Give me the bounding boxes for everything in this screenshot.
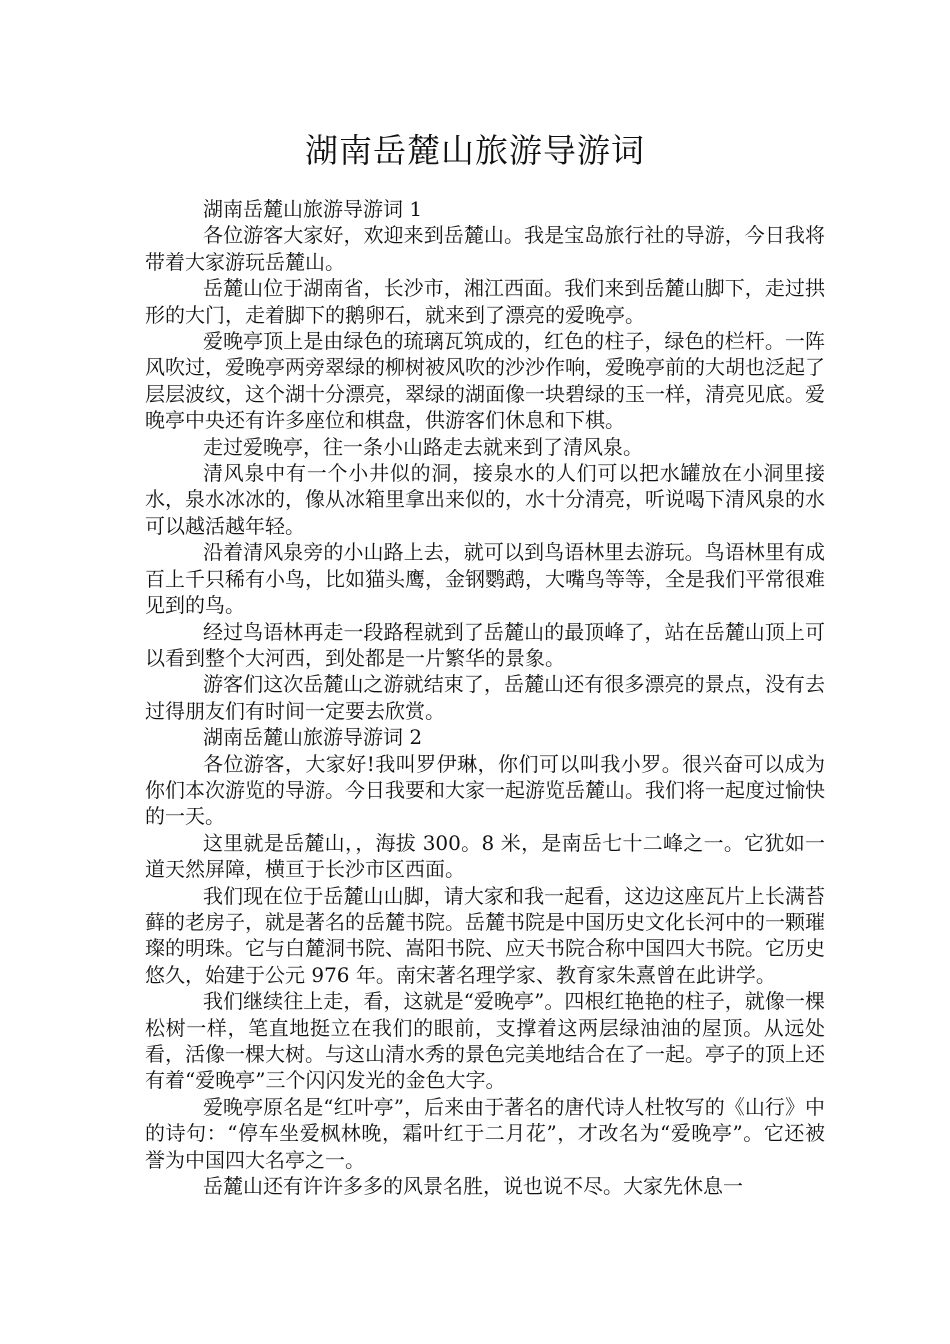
paragraph: 各位游客大家好，欢迎来到岳麓山。我是宝岛旅行社的导游，今日我将带着大家游玩岳麓山。 bbox=[145, 223, 825, 274]
paragraph: 爱晚亭顶上是由绿色的琉璃瓦筑成的，红色的柱子，绿色的栏杆。一阵风吹过，爱晚亭两旁翠绿的柳树被风吹的沙沙作响，爱晚亭前的大胡也泛起了层层波纹，这个湖十分漂亮，翠绿的湖面像一块碧绿的玉一样，清亮见底。爱晚亭中央还有许多座位和棋盘，供游客们休息和下棋。 bbox=[145, 329, 825, 433]
paragraph: 经过鸟语林再走一段路程就到了岳麓山的最顶峰了，站在岳麓山顶上可以看到整个大河西，到处都是一片繁华的景象。 bbox=[145, 619, 825, 670]
paragraph: 游客们这次岳麓山之游就结束了，岳麓山还有很多漂亮的景点，没有去过得朋友们有时间一定要去欣赏。 bbox=[145, 672, 825, 723]
paragraph: 各位游客，大家好!我叫罗伊琳，你们可以叫我小罗。很兴奋可以成为你们本次游览的导游。今日我要和大家一起游览岳麓山。我们将一起度过愉快的一天。 bbox=[145, 751, 825, 829]
document-title: 湖南岳麓山旅游导游词 bbox=[305, 131, 645, 170]
paragraph: 爱晚亭原名是“红叶亭”，后来由于著名的唐代诗人杜牧写的《山行》中的诗句：“停车坐爱枫林晚，霜叶红于二月花”，才改名为“爱晚亭”。它还被誉为中国四大名亭之一。 bbox=[145, 1094, 825, 1172]
section-heading-1: 湖南岳麓山旅游导游词 1 bbox=[203, 197, 423, 221]
document-body bbox=[145, 196, 825, 1199]
paragraph: 岳麓山还有许许多多的风景名胜，说也说不尽。大家先休息一 bbox=[203, 1174, 743, 1199]
paragraph: 我们继续往上走，看，这就是“爱晚亭”。四根红艳艳的柱子，就像一棵松树一样，笔直地挺立在我们的眼前，支撑着这两层绿油油的屋顶。从远处看，活像一棵大树。与这山清水秀的景色完美地结合在了一起。亭子的顶上还有着“爱晚亭”三个闪闪发光的金色大字。 bbox=[145, 989, 825, 1093]
paragraph: 沿着清风泉旁的小山路上去，就可以到鸟语林里去游玩。鸟语林里有成百上千只稀有小鸟，比如猫头鹰，金钢鹦鹉，大嘴鸟等等，全是我们平常很难见到的鸟。 bbox=[145, 540, 825, 618]
paragraph: 清风泉中有一个小井似的洞，接泉水的人们可以把水罐放在小洞里接水，泉水冰冰的，像从冰箱里拿出来似的，水十分清亮，听说喝下清风泉的水可以越活越年轻。 bbox=[145, 461, 825, 538]
paragraph: 我们现在位于岳麓山山脚，请大家和我一起看，这边这座瓦片上长满苔藓的老房子，就是著名的岳麓书院。岳麓书院是中国历史文化长河中的一颗璀璨的明珠。它与白麓洞书院、嵩阳书院、应天书院合称中国四大书院。它历史悠久，始建于公元 976 年。南宋著名理学家、教育家朱熹曾在此讲学。 bbox=[145, 883, 825, 987]
section-heading-2: 湖南岳麓山旅游导游词 2 bbox=[203, 725, 423, 750]
paragraph: 走过爱晚亭，往一条小山路走去就来到了清风泉。 bbox=[203, 434, 643, 459]
paragraph: 这里就是岳麓山，，海拔 300。8 米，是南岳七十二峰之一。它犹如一道天然屏障，横亘于长沙市区西面。 bbox=[145, 830, 825, 882]
paragraph: 岳麓山位于湖南省，长沙市，湘江西面。我们来到岳麓山脚下，走过拱形的大门，走着脚下的鹅卵石，就来到了漂亮的爱晚亭。 bbox=[145, 276, 825, 327]
